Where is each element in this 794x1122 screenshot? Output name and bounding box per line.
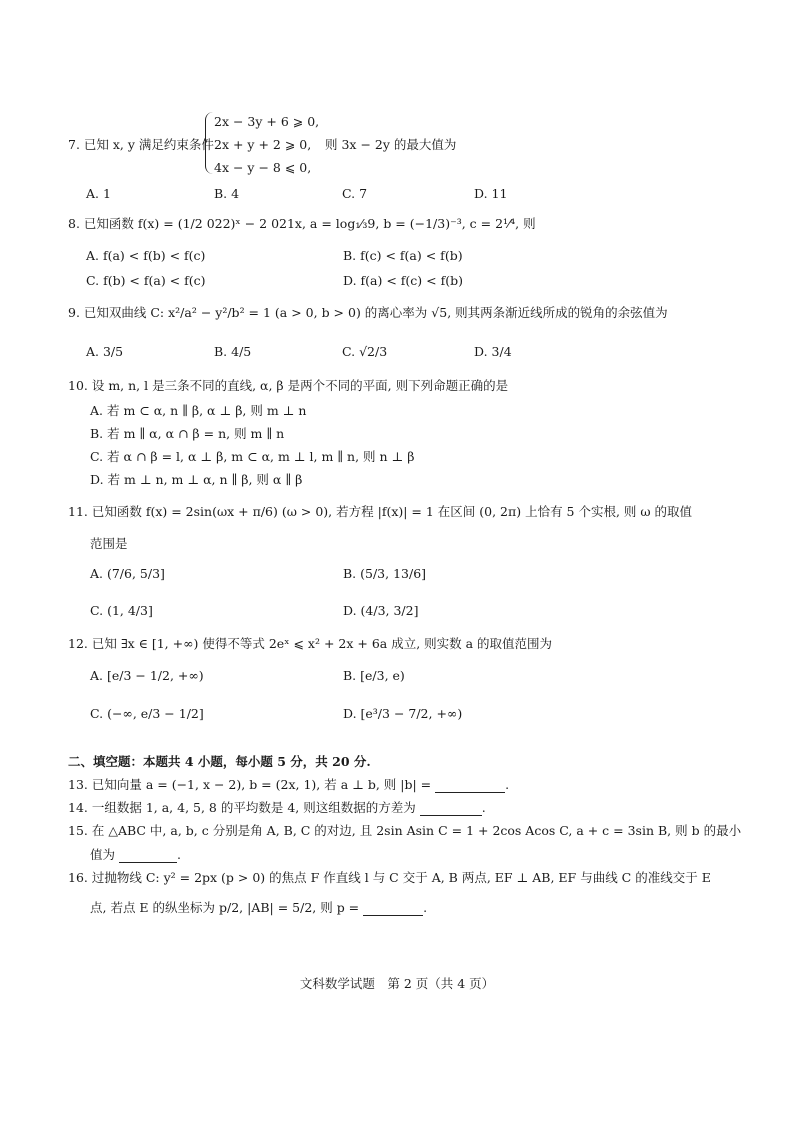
q9-option-a: A. 3/5: [86, 344, 124, 359]
q7-option-d: D. 11: [474, 186, 508, 201]
q15-line-1: 15. 在 △ABC 中, a, b, c 分别是角 A, B, C 的对边, 且 2sin Asin C = 1 + 2cos Acos C, a + c = 3sin B, 则 b 的最小: [68, 823, 742, 838]
q11-option-c: C. (1, 4/3]: [90, 603, 153, 618]
section-heading-fill-in: 二、填空题：本题共 4 小题，每小题 5 分，共 20 分.: [68, 754, 371, 769]
q11-option-b: B. (5/3, 13/6]: [343, 566, 427, 581]
q7-stem-suffix: 则 3x − 2y 的最大值为: [325, 137, 457, 152]
q8-stem: 8. 已知函数 f(x) = (1/2 022)ˣ − 2 021x, a = log₁⁄₃9, b = (−1/3)⁻³, c = 2¹⁄⁴, 则: [68, 216, 536, 231]
q11-stem: 11. 已知函数 f(x) = 2sin(ωx + π/6) (ω > 0), 若方程 |f(x)| = 1 在区间 (0, 2π) 上恰有 5 个实根, 则 ω 的取值: [68, 504, 693, 519]
q12-stem: 12. 已知 ∃x ∈ [1, +∞) 使得不等式 2eˣ ⩽ x² + 2x + 6a 成立, 则实数 a 的取值范围为: [68, 636, 553, 651]
q9-stem: 9. 已知双曲线 C: x²/a² − y²/b² = 1 (a > 0, b > 0) 的离心率为 √5, 则其两条渐近线所成的锐角的余弦值为: [68, 305, 668, 320]
q12-option-a: A. [e/3 − 1/2, +∞): [90, 668, 204, 683]
q10-stem: 10. 设 m, n, l 是三条不同的直线, α, β 是两个不同的平面, 则下列命题正确的是: [68, 378, 509, 393]
q14-text: 14. 一组数据 1, a, 4, 5, 8 的平均数是 4, 则这组数据的方差为: [68, 800, 416, 815]
q8-option-b: B. f(c) < f(a) < f(b): [343, 248, 463, 263]
q15-answer-blank[interactable]: [119, 847, 177, 863]
q16-line-2: 点, 若点 E 的纵坐标为 p/2, |AB| = 5/2, 则 p = .: [90, 900, 428, 915]
q10-option-a: A. 若 m ⊂ α, n ∥ β, α ⊥ β, 则 m ⊥ n: [90, 403, 307, 418]
q12-option-b: B. [e/3, e): [343, 668, 405, 683]
q8-option-a: A. f(a) < f(b) < f(c): [86, 248, 206, 263]
q13-text: 13. 已知向量 a = (−1, x − 2), b = (2x, 1), 若 a ⊥ b, 则 |b| =: [68, 777, 432, 792]
q10-option-c: C. 若 α ∩ β = l, α ⊥ β, m ⊂ α, m ⊥ l, m ∥ n, 则 n ⊥ β: [90, 449, 415, 464]
q15-line-2: 值为 .: [90, 847, 181, 862]
q9-option-b: B. 4/5: [214, 344, 252, 359]
q12-option-d: D. [e³/3 − 7/2, +∞): [343, 706, 463, 721]
q9-option-d: D. 3/4: [474, 344, 512, 359]
q10-option-b: B. 若 m ∥ α, α ∩ β = n, 则 m ∥ n: [90, 426, 285, 441]
q7-option-a: A. 1: [86, 186, 111, 201]
q11-option-d: D. (4/3, 3/2]: [343, 603, 419, 618]
q10-option-d: D. 若 m ⊥ n, m ⊥ α, n ∥ β, 则 α ∥ β: [90, 472, 303, 487]
q7-option-b: B. 4: [214, 186, 240, 201]
q16-line-1: 16. 过抛物线 C: y² = 2px (p > 0) 的焦点 F 作直线 l 与 C 交于 A, B 两点, EF ⊥ AB, EF 与曲线 C 的准线交于 E: [68, 870, 711, 885]
q8-option-c: C. f(b) < f(a) < f(c): [86, 273, 206, 288]
q7-option-c: C. 7: [342, 186, 368, 201]
page-footer: 文科数学试题 第 2 页（共 4 页）: [299, 976, 495, 991]
q15-text: 值为: [90, 847, 116, 862]
q13-stem: 13. 已知向量 a = (−1, x − 2), b = (2x, 1), 若 a ⊥ b, 则 |b| = .: [68, 777, 510, 792]
q9-option-c: C. √2/3: [342, 344, 388, 359]
q8-option-d: D. f(a) < f(c) < f(b): [343, 273, 463, 288]
q11-stem-continued: 范围是: [90, 536, 128, 551]
q11-option-a: A. (7/6, 5/3]: [90, 566, 165, 581]
q7-constraint-1: 2x − 3y + 6 ⩾ 0,: [214, 114, 320, 129]
q16-answer-blank[interactable]: [363, 900, 423, 916]
q14-stem: 14. 一组数据 1, a, 4, 5, 8 的平均数是 4, 则这组数据的方差为 .: [68, 800, 486, 815]
q12-option-c: C. (−∞, e/3 − 1/2]: [90, 706, 204, 721]
q7-constraint-3: 4x − y − 8 ⩽ 0,: [214, 160, 312, 175]
q7-constraint-2: 2x + y + 2 ⩾ 0,: [214, 137, 312, 152]
q7-stem-prefix: 7. 已知 x, y 满足约束条件: [68, 137, 214, 152]
q13-answer-blank[interactable]: [435, 777, 505, 793]
q14-answer-blank[interactable]: [420, 800, 482, 816]
q16-text: 点, 若点 E 的纵坐标为 p/2, |AB| = 5/2, 则 p =: [90, 900, 360, 915]
